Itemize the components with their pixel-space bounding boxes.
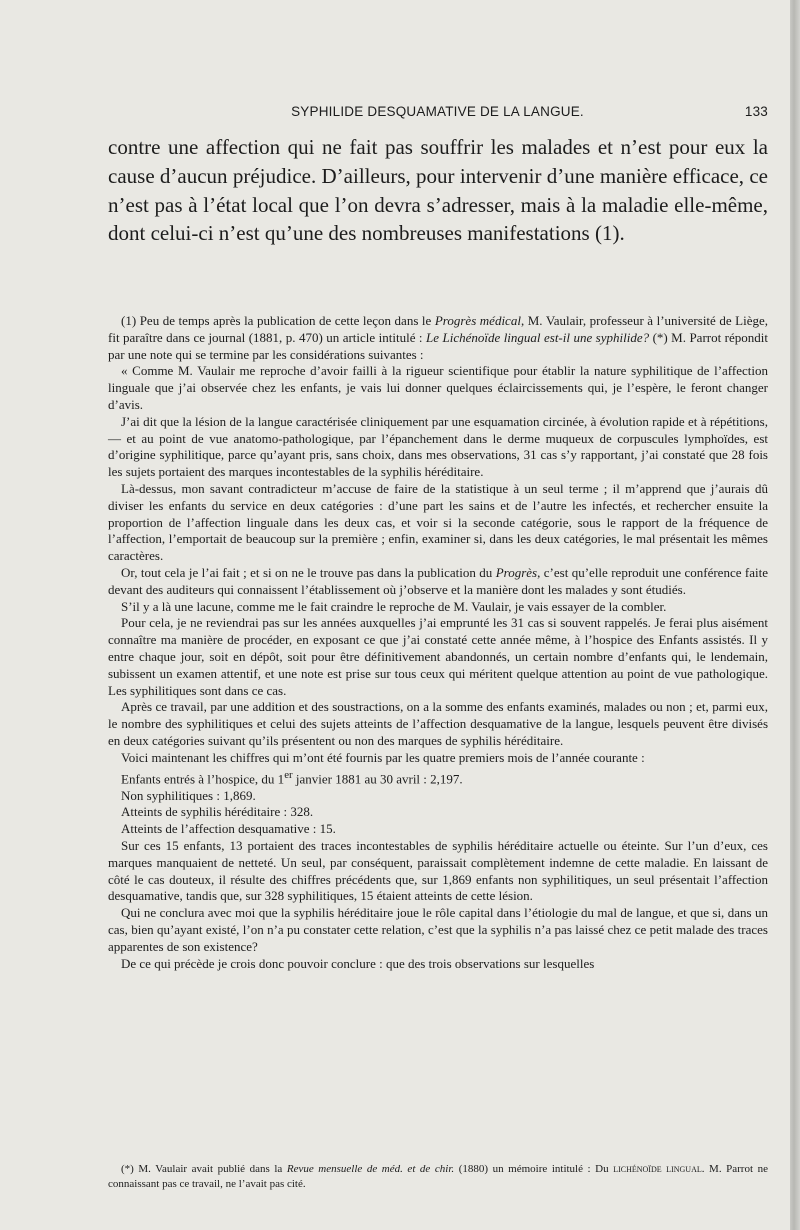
page-edge	[790, 0, 800, 1230]
note-paragraph: Qui ne conclura avec moi que la syphilis héréditaire joue le rôle capital dans l’étiologie du mal de langue, et que si, dans un cas, bien qu’ayant existé, l’on n’a pu constater cette relation, c’est que la syphilis n’a pas laissé chez ce petit malade des traces apparentes de son existence?	[108, 905, 768, 954]
statistics-line: Atteints de syphilis héréditaire : 328.	[121, 804, 314, 820]
note-paragraph: Pour cela, je ne reviendrai pas sur les années auxquelles j’ai emprunté les 31 cas si souvent rappelés. Je ferai plus aisément connaître ma manière de procéder, en exposant ce que j’ai constaté cette année même, à l’hospice des Enfants assistés. Il y entre chaque jour, soit en dépôt, soit pour être définitivement abandonnés, un certain nombre d’enfants qui, le lendemain, subissent un examen attentif, et une note est prise sur tous ceux qui méritent quelque attention au point de vue pathologique. Les syphilitiques sont dans ce cas.	[108, 615, 768, 698]
note-paragraph: J’ai dit que la lésion de la langue caractérisée cliniquement par une esquamation circinée, à évolution rapide et à répétitions, — et au point de vue anatomo-pathologique, par l’épanchement dans le derme muqueux de corpuscules lymphoïdes, est d’origine syphilitique, parce qu’ayant pris, sans choix, dans mes observations, 31 cas s’y rapportant, j’ai constaté que 28 fois les sujets portaient des marques incontestables de la syphilis héréditaire.	[108, 413, 768, 480]
memoir-title: lichénoïde lingual	[613, 1163, 702, 1175]
article-title: Le Lichénoïde lingual est-il une syphilide?	[426, 329, 650, 345]
note-paragraph: Voici maintenant les chiffres qui m’ont été fournis par les quatre premiers mois de l’année courante :	[121, 749, 645, 765]
note-paragraph: (1) Peu de temps après la publication de cette leçon dans le Progrès médical, M. Vaulair, professeur à l’université de Liège, fit paraître dans ce journal (1881, p. 470) un article intitulé : Le Lichénoïde lingual est-il une syphilide? (*) M. Parrot répondit par une note qui se termine par les considérations suivantes :	[108, 313, 768, 362]
long-note	[108, 313, 768, 972]
journal-title: Revue mensuelle de méd. et de chir.	[286, 1163, 455, 1175]
statistics-line: Atteints de l’affection desquamative : 15.	[121, 821, 336, 837]
statistics-line: Enfants entrés à l’hospice, du 1er janvier 1881 au 30 avril : 2,197.	[121, 768, 463, 786]
note-paragraph: Là-dessus, mon savant contradicteur m’accuse de faire de la statistique à un seul terme ; il m’apprend que j’aurais dû diviser les enfants du service en deux catégories : d’une part les sains et de l’autre les infectés, et rechercher ensuite la proportion de l’affection linguale dans les deux cas, et voir si la seconde catégorie, sous le rapport de la fréquence de l’affection, l’emportait de beaucoup sur la première ; enfin, examiner si, dans les deux catégories, le mal présentait les mêmes caractères.	[108, 480, 768, 564]
note-paragraph: Sur ces 15 enfants, 13 portaient des traces incontestables de syphilis héréditaire actuelle ou éteinte. Sur l’un d’eux, ces marques manquaient de netteté. Un seul, par conséquent, paraissait complètement indemne de cette maladie. En laissant de côté le cas douteux, il résulte des chiffres précédents que, sur 1,869 enfants non syphilitiques, un seul présentait l’affection desquamative, tandis que, sur 328 syphilitiques, 15 étaient atteints de cette lésion.	[108, 838, 768, 904]
note-paragraph: « Comme M. Vaulair me reproche d’avoir failli à la rigueur scientifique pour établir la nature syphilitique de l’affection linguale que j’ai observée chez les enfants, je vais lui donner quelques éclaircissements qui, je l’espère, le feront changer d’avis.	[108, 363, 768, 412]
note-paragraph: De ce qui précède je crois donc pouvoir conclure : que des trois observations sur lesquelles	[121, 955, 595, 971]
journal-title: Progrès médical	[434, 313, 521, 328]
note-paragraph: S’il y a là une lacune, comme me le fait craindre le reproche de M. Vaulair, je vais essayer de la combler.	[121, 598, 667, 614]
statistics-line: Non syphilitiques : 1,869.	[121, 787, 256, 803]
main-paragraph: contre une affection qui ne fait pas souffrir les malades et n’est pour eux la cause d’aucun préjudice. D’ailleurs, pour intervenir d’une manière efficace, ce n’est pas à l’état local que l’on devra s’adresser, mais à la maladie elle-même, dont celui-ci n’est qu’une des nombreuses manifestations (1).	[108, 135, 768, 246]
running-head-title: SYPHILIDE DESQUAMATIVE DE LA LANGUE.	[291, 104, 584, 119]
note-paragraph: Après ce travail, par une addition et des soustractions, on a la somme des enfants examinés, malades ou non ; et, parmi eux, le nombre des syphilitiques et celui des sujets atteints de l’affection desquamative de la langue, lesquels peuvent être divisés en deux catégories suivant qu’ils présentent ou non des marques de syphilis héréditaire.	[108, 699, 768, 748]
page-number: 133	[744, 104, 768, 119]
note-paragraph: Or, tout cela je l’ai fait ; et si on ne le trouve pas dans la publication du Progrès, c’est qu’elle reproduit une conférence faite devant des auditeurs qui connaissent l’établissement où j’observe et la manière dont les malades y sont étudiés.	[108, 564, 768, 597]
footnote: (*) M. Vaulair avait publié dans la Revue mensuelle de méd. et de chir. (1880) un mémoire intitulé : Du lichénoïde lingual. M. Parrot ne connaissant pas ce travail, ne l’avait pas cité.	[108, 1163, 768, 1190]
running-head	[107, 104, 768, 124]
